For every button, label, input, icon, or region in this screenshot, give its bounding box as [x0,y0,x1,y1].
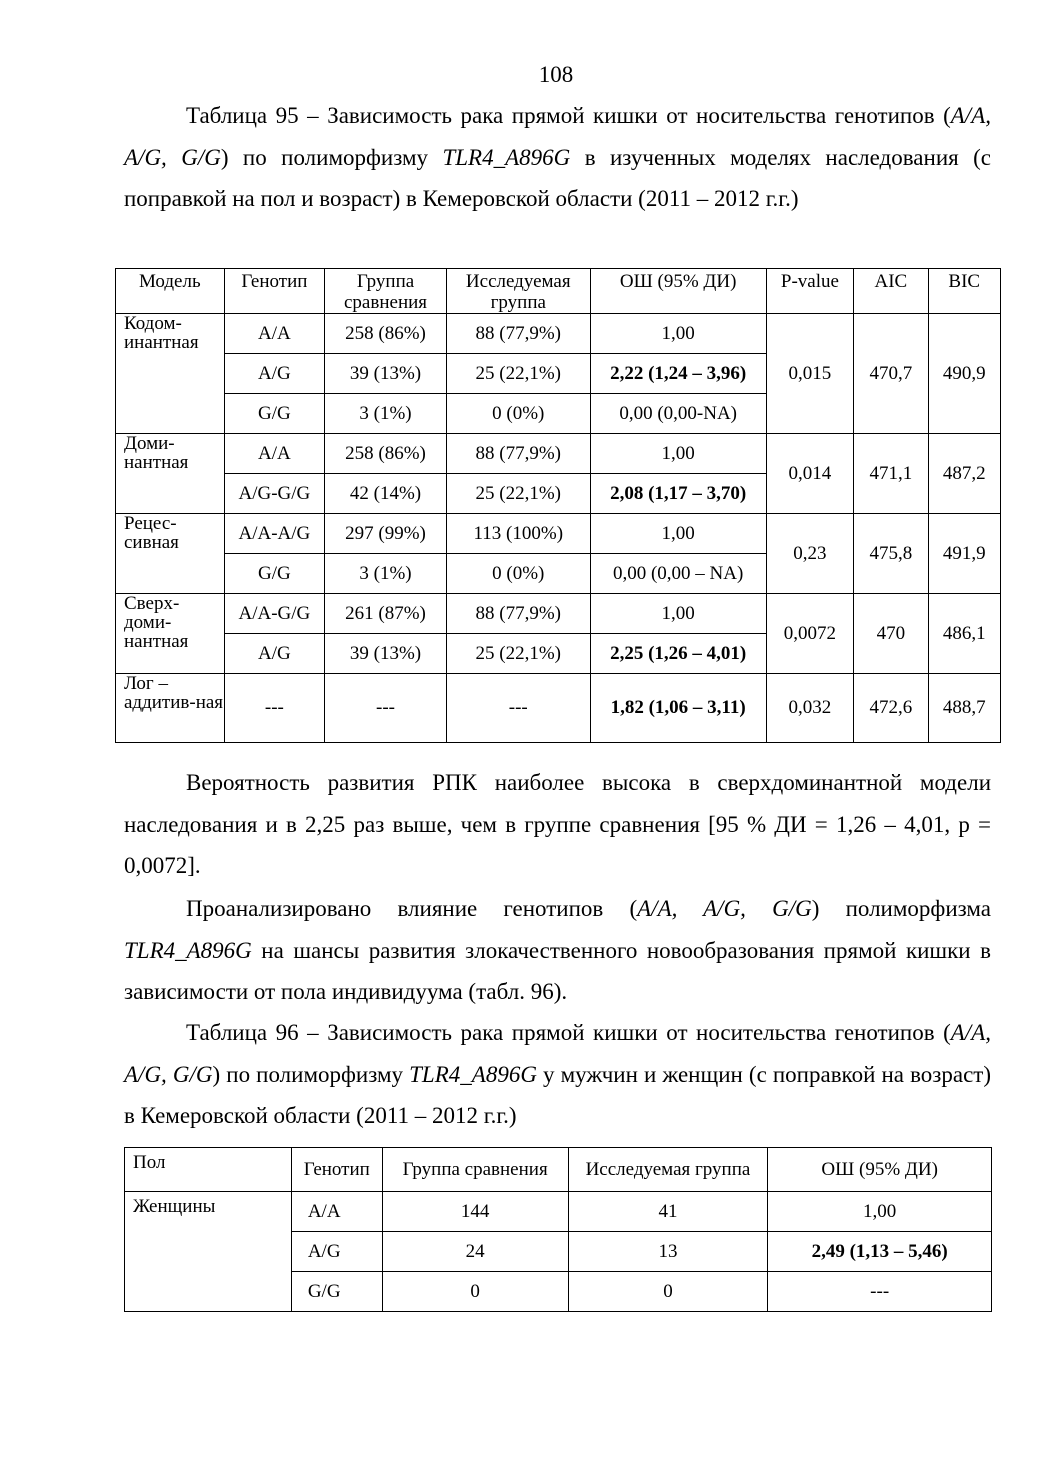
bic-cell: 491,9 [928,514,1000,594]
column-header: BIC [928,269,1000,314]
p-value-cell: 0,0072 [766,594,853,674]
column-header: ОШ (95% ДИ) [768,1148,992,1192]
table-row [116,434,1001,474]
genotype-cell: G/G [291,1272,382,1312]
or-cell: 1,00 [590,434,766,474]
comparison-cell: 24 [382,1232,568,1272]
column-header: Группа сравнения [382,1148,568,1192]
comparison-cell: 3 (1%) [325,394,447,434]
paragraph-analysis: Проанализировано влияние генотипов (A/A, A/G, G/G) полиморфизма TLR4_A896G на шансы развития злокачественного новообразования прямой кишки в зависимости от пола индивидуума (табл. 96). [124,896,991,1004]
or-cell: --- [768,1272,992,1312]
genotype-cell: G/G [224,394,325,434]
column-header: Исследуемая группа [568,1148,768,1192]
study-cell: 25 (22,1%) [446,354,590,394]
or-cell: 1,00 [590,314,766,354]
study-cell: 88 (77,9%) [446,434,590,474]
genotype-cell: A/A-G/G [224,594,325,634]
column-header: Группа сравнения [325,269,447,314]
model-cell: Доми-нантная [116,434,225,514]
genotype-cell: G/G [224,554,325,594]
study-cell: 13 [568,1232,768,1272]
table-95-caption: Таблица 95 – Зависимость рака прямой кишки от носительства генотипов (A/A, A/G, G/G) по полиморфизму TLR4_A896G в изученных моделях наследования (с поправкой на пол и возраст) в Кемеровской области (2011 – 2012 г.г.) [124,103,991,211]
model-cell: Сверх-доми-нантная [116,594,225,674]
column-header: Исследуемая группа [446,269,590,314]
or-cell: 1,00 [590,514,766,554]
genotype-cell: --- [224,674,325,743]
bic-cell: 490,9 [928,314,1000,434]
aic-cell: 470 [854,594,928,674]
table-row [116,674,1001,743]
or-cell: 2,25 (1,26 – 4,01) [590,634,766,674]
bic-cell: 487,2 [928,434,1000,514]
or-cell: 1,82 (1,06 – 3,11) [590,674,766,743]
table-row [116,594,1001,634]
comparison-cell: 258 (86%) [325,434,447,474]
study-cell: 0 [568,1272,768,1312]
or-cell: 2,08 (1,17 – 3,70) [590,474,766,514]
table-96-caption: Таблица 96 – Зависимость рака прямой кишки от носительства генотипов (A/A, A/G, G/G) по полиморфизму TLR4_A896G у мужчин и женщин (с поправкой на возраст) в Кемеровской области (2011 – 2012 г.г.) [124,1020,991,1128]
column-header: Модель [116,269,225,314]
study-cell: 41 [568,1192,768,1232]
genotype-cell: A/G [224,634,325,674]
genotype-cell: A/A [291,1192,382,1232]
column-header: AIC [854,269,928,314]
comparison-cell: --- [325,674,447,743]
genotype-cell: A/G-G/G [224,474,325,514]
comparison-cell: 39 (13%) [325,634,447,674]
comparison-cell: 258 (86%) [325,314,447,354]
model-cell: Рецес-сивная [116,514,225,594]
table-header-row [116,269,1001,314]
table-96 [124,1147,992,1312]
column-header: Генотип [291,1148,382,1192]
column-header: Пол [125,1148,292,1192]
comparison-cell: 0 [382,1272,568,1312]
genotype-cell: A/A-A/G [224,514,325,554]
p-value-cell: 0,23 [766,514,853,594]
study-cell: 88 (77,9%) [446,314,590,354]
aic-cell: 472,6 [854,674,928,743]
table-row [116,514,1001,554]
table-row [125,1192,992,1232]
comparison-cell: 261 (87%) [325,594,447,634]
study-cell: 0 (0%) [446,554,590,594]
comparison-cell: 144 [382,1192,568,1232]
aic-cell: 470,7 [854,314,928,434]
aic-cell: 471,1 [854,434,928,514]
or-cell: 0,00 (0,00 – NA) [590,554,766,594]
bic-cell: 486,1 [928,594,1000,674]
or-cell: 2,49 (1,13 – 5,46) [768,1232,992,1272]
genotype-cell: A/A [224,434,325,474]
study-cell: --- [446,674,590,743]
comparison-cell: 39 (13%) [325,354,447,394]
model-cell: Лог – аддитив-ная [116,674,225,743]
p-value-cell: 0,014 [766,434,853,514]
paragraph-conclusion: Вероятность развития РПК наиболее высока в сверхдоминантной модели наследования и в 2,25 раз выше, чем в группе сравнения [95 % ДИ = 1,26 – 4,01, p = 0,0072]. [124,770,991,878]
or-cell: 1,00 [590,594,766,634]
genotype-cell: A/G [224,354,325,394]
comparison-cell: 42 (14%) [325,474,447,514]
study-cell: 0 (0%) [446,394,590,434]
study-cell: 25 (22,1%) [446,474,590,514]
or-cell: 1,00 [768,1192,992,1232]
column-header: Генотип [224,269,325,314]
sex-cell: Женщины [125,1192,292,1312]
p-value-cell: 0,032 [766,674,853,743]
p-value-cell: 0,015 [766,314,853,434]
comparison-cell: 297 (99%) [325,514,447,554]
model-cell: Кодом-инантная [116,314,225,434]
study-cell: 25 (22,1%) [446,634,590,674]
genotype-cell: A/G [291,1232,382,1272]
genotype-cell: A/A [224,314,325,354]
or-cell: 0,00 (0,00-NA) [590,394,766,434]
page-number: 108 [538,62,574,87]
or-cell: 2,22 (1,24 – 3,96) [590,354,766,394]
study-cell: 113 (100%) [446,514,590,554]
column-header: P-value [766,269,853,314]
comparison-cell: 3 (1%) [325,554,447,594]
table-header-row [125,1148,992,1192]
study-cell: 88 (77,9%) [446,594,590,634]
column-header: ОШ (95% ДИ) [590,269,766,314]
table-95 [115,268,1001,743]
bic-cell: 488,7 [928,674,1000,743]
aic-cell: 475,8 [854,514,928,594]
table-row [116,314,1001,354]
